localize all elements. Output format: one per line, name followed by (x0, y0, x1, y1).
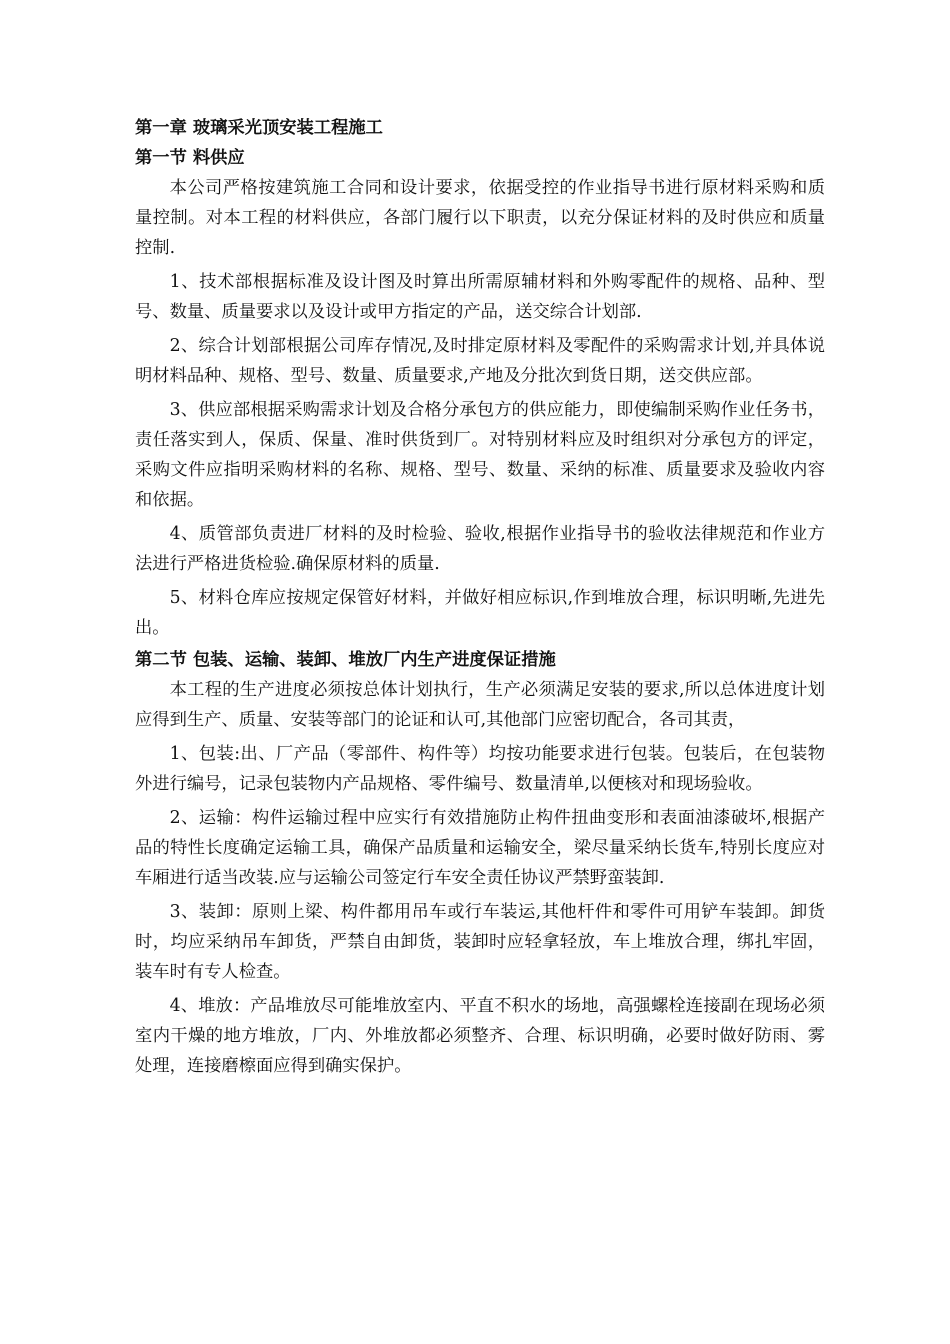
section-2-title: 第二节 包装、运输、装卸、堆放厂内生产进度保证措施 (135, 650, 556, 670)
section-1-paragraph: 4、质管部负责进厂材料的及时检验、验收,根据作业指导书的验收法律规范和作业方法进行严格进货检验.确保原材料的质量. (135, 524, 825, 574)
section-2-paragraph: 3、装卸：原则上梁、构件都用吊车或行车装运,其他杆件和零件可用铲车装卸。卸货时，均应采纳吊车卸货，严禁自由卸货，装卸时应轻拿轻放，车上堆放合理，绑扎牢固，装车时有专人检查。 (135, 902, 825, 982)
section-2-paragraph: 本工程的生产进度必须按总体计划执行，生产必须满足安装的要求,所以总体进度计划应得到生产、质量、安装等部门的论证和认可,其他部门应密切配合，各司其责， (135, 680, 825, 730)
document-page (135, 113, 825, 1085)
section-1-paragraph: 2、综合计划部根据公司库存情况,及时排定原材料及零配件的采购需求计划,并具体说明材料品种、规格、型号、数量、质量要求,产地及分批次到货日期，送交供应部。 (135, 336, 825, 386)
section-1-title: 第一节 料供应 (135, 148, 245, 168)
section-2-paragraph: 4、堆放：产品堆放尽可能堆放室内、平直不积水的场地，高强螺栓连接副在现场必须室内干燥的地方堆放，厂内、外堆放都必须整齐、合理、标识明确，必要时做好防雨、雾处理，连接磨檫面应得到确实保护。 (135, 996, 825, 1076)
section-1-paragraph: 3、供应部根据采购需求计划及合格分承包方的供应能力，即使编制采购作业任务书，责任落实到人，保质、保量、准时供货到厂。对特别材料应及时组织对分承包方的评定，采购文件应指明采购材料的名称、规格、型号、数量、采纳的标准、质量要求及验收内容和依据。 (135, 400, 825, 510)
section-1-paragraph: 本公司严格按建筑施工合同和设计要求，依据受控的作业指导书进行原材料采购和质量控制。对本工程的材料供应，各部门履行以下职责，以充分保证材料的及时供应和质量控制. (135, 178, 825, 258)
chapter-title: 第一章 玻璃采光顶安装工程施工 (135, 118, 383, 138)
section-1-paragraph: 5、材料仓库应按规定保管好材料，并做好相应标识,作到堆放合理，标识明晰,先进先出。 (135, 588, 825, 638)
section-2-paragraph: 2、运输：构件运输过程中应实行有效措施防止构件扭曲变形和表面油漆破坏,根据产品的特性长度确定运输工具，确保产品质量和运输安全，梁尽量采纳长货车,特别长度应对车厢进行适当改装.应与运输公司签定行车安全责任协议严禁野蛮装卸. (135, 808, 825, 888)
section-1-paragraph: 1、技术部根据标准及设计图及时算出所需原辅材料和外购零配件的规格、品种、型号、数量、质量要求以及设计或甲方指定的产品，送交综合计划部. (135, 272, 825, 322)
section-2-paragraph: 1、包装:出、厂产品（零部件、构件等）均按功能要求进行包装。包装后，在包装物外进行编号，记录包装物内产品规格、零件编号、数量清单,以便核对和现场验收。 (135, 744, 825, 794)
